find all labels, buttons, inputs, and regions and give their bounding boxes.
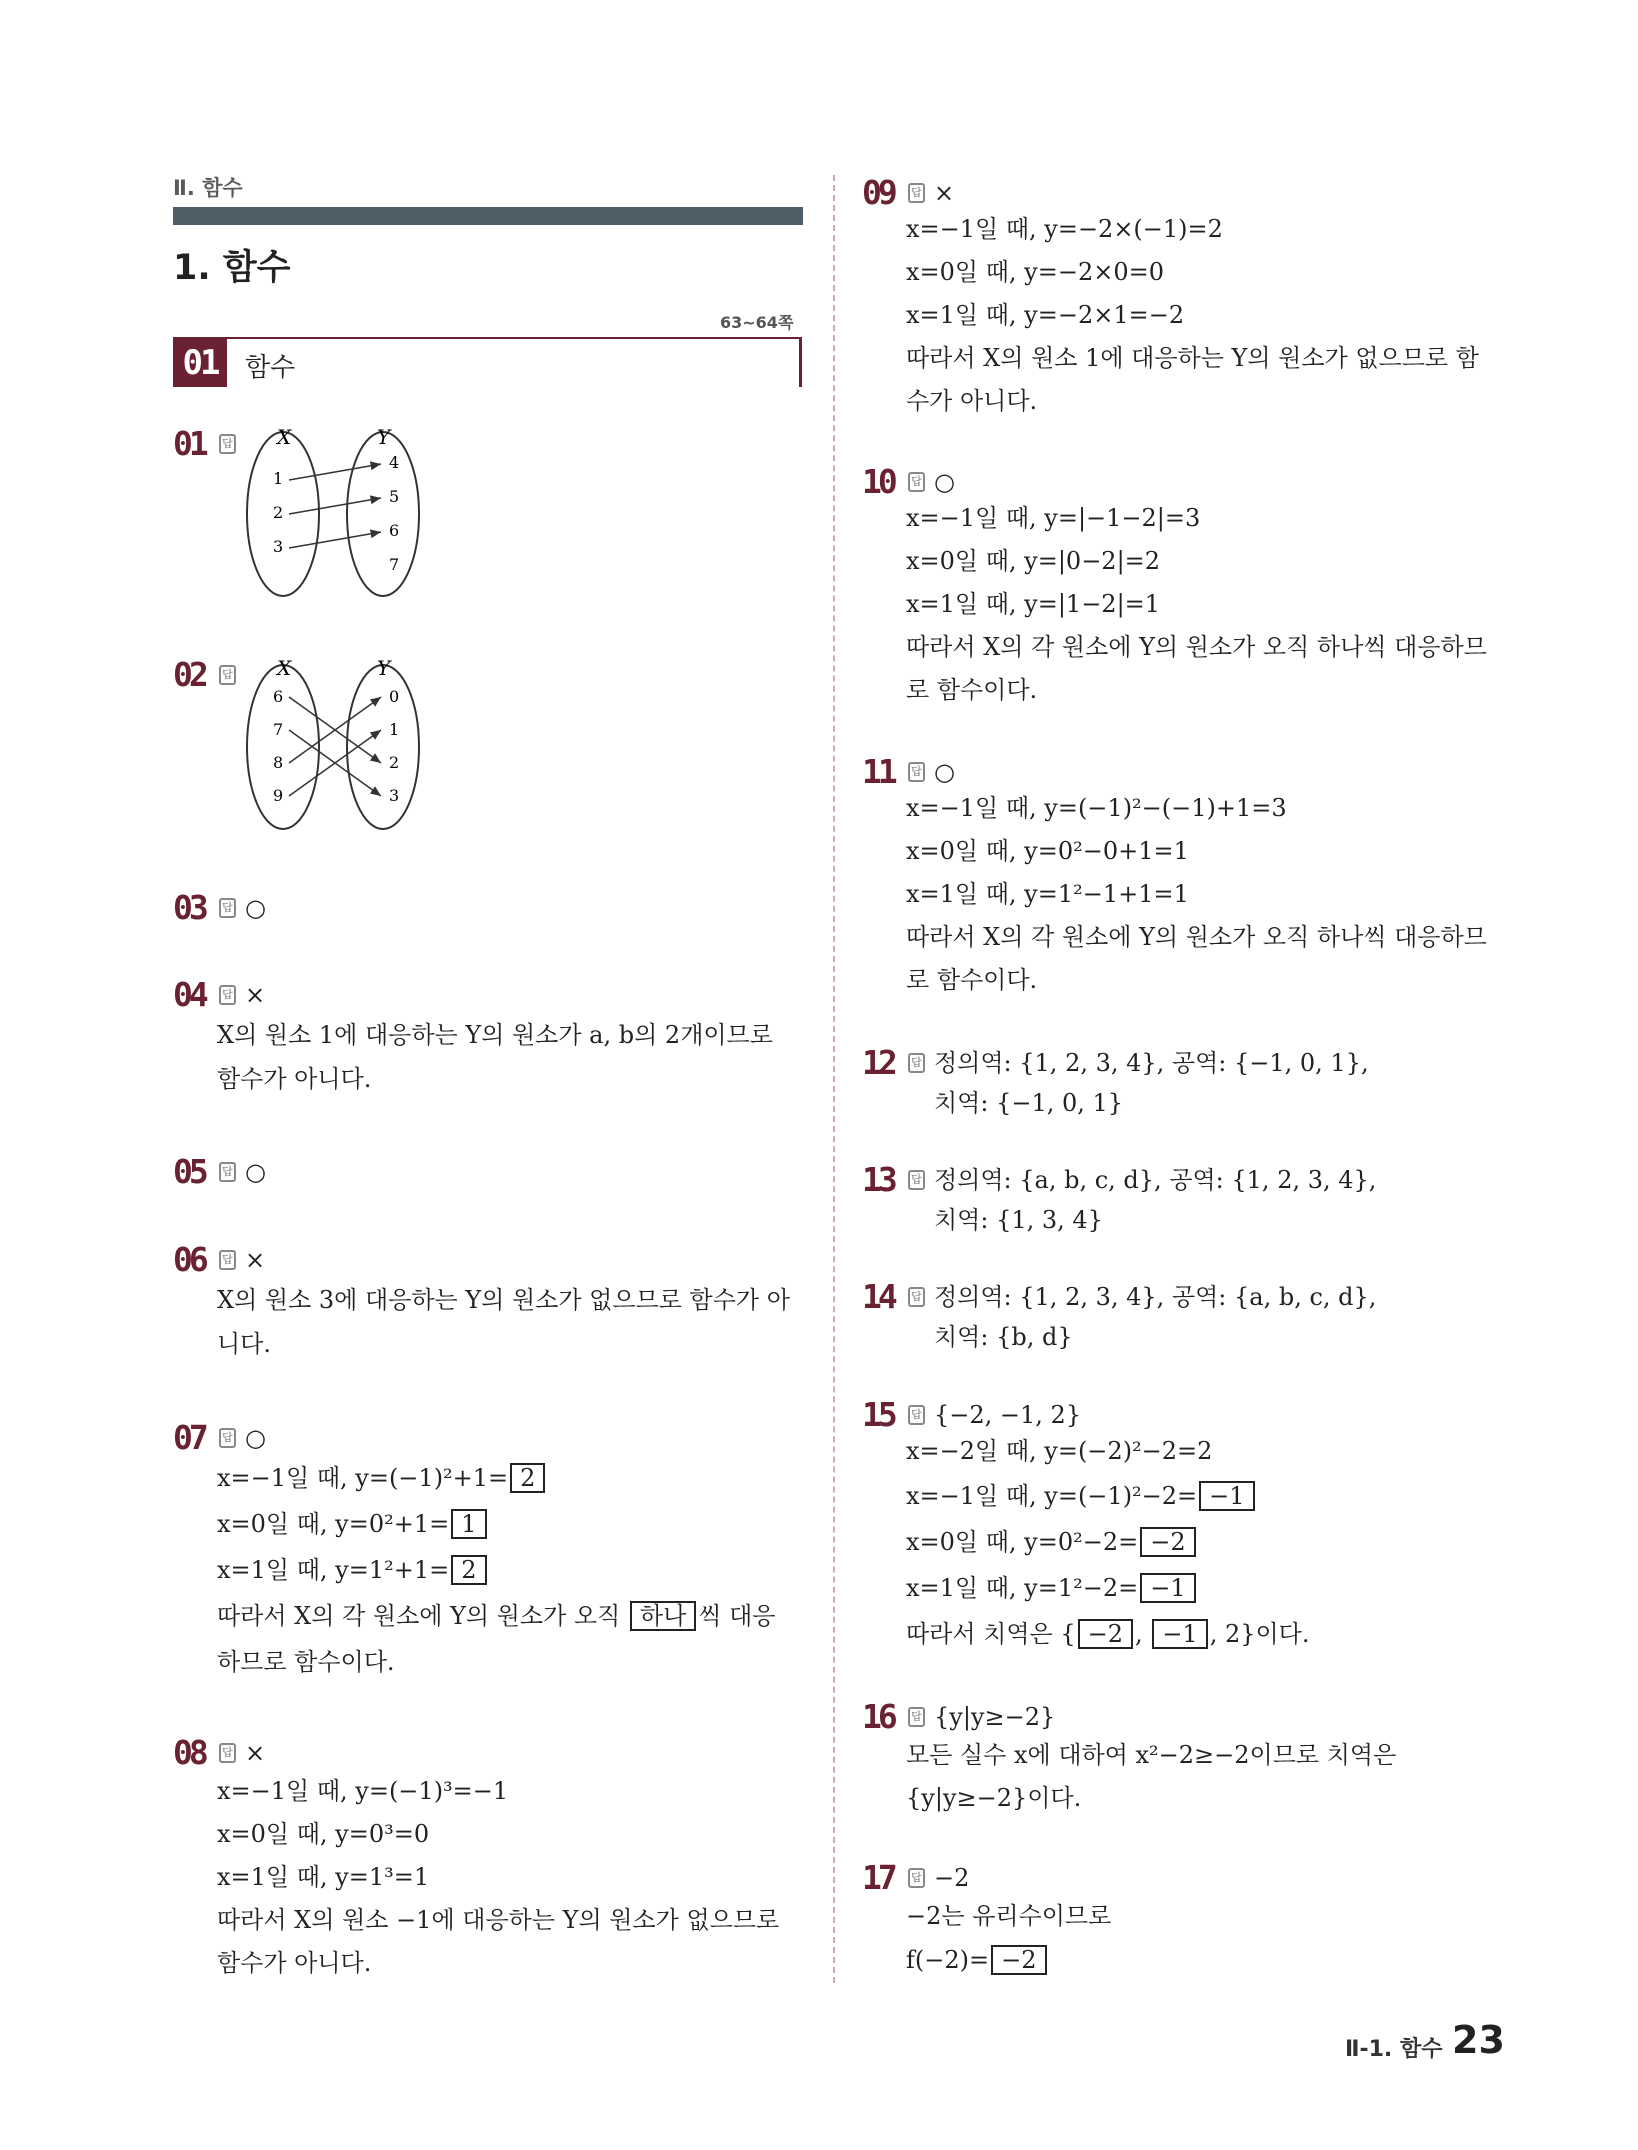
answer-icon: 답 [908,1287,925,1307]
x-elem: 9 [273,786,284,805]
solution-text: x=0일 때, y=0²+1= [217,1510,450,1538]
y-elem: 6 [389,521,400,540]
solution-line [217,1508,489,1540]
solution-line: x=1일 때, y=1³=1 [217,1863,430,1891]
answer-icon: 답 [219,1428,236,1448]
blank-box: −1 [1152,1619,1207,1649]
solution-line: 따라서 X의 원소 1에 대응하는 Y의 원소가 없으므로 함 [906,344,1479,372]
x-elem: 1 [273,469,284,488]
solution-line: 따라서 X의 각 원소에 Y의 원소가 오직 하나씩 대응하므 [906,633,1487,661]
answer-icon: 답 [219,665,236,685]
answer-icon: 답 [908,1053,925,1073]
solution-line: 하므로 함수이다. [217,1648,395,1676]
answer: 정의역: {1, 2, 3, 4}, 공역: {a, b, c, d}, [934,1283,1377,1311]
mapping-arrow [289,498,381,514]
answer: ○ [934,468,955,496]
solution-line: x=−1일 때, y=(−1)³=−1 [217,1777,509,1805]
answer-icon: 답 [908,183,925,203]
answer: ○ [934,758,955,786]
problem-number: 03 [173,888,205,927]
solution-line [906,1944,1049,1976]
solution-line: x=−2일 때, y=(−2)²−2=2 [906,1437,1213,1465]
answer-icon: 답 [908,1405,925,1425]
answer-icon: 답 [219,985,236,1005]
x-elem: 2 [273,503,284,522]
solution-text: 씩 대응 [698,1602,776,1630]
solution-line: x=1일 때, y=−2×1=−2 [906,301,1185,329]
answer: × [245,1739,266,1767]
solution-line: 로 함수이다. [906,966,1038,994]
solution-text: f(−2)= [906,1946,990,1974]
solution-line: 로 함수이다. [906,676,1038,704]
mapping-arrow [289,532,381,548]
solution-text: x=0일 때, y=0²−2= [906,1528,1139,1556]
blank-box: 2 [510,1463,545,1493]
solution-line: x=1일 때, y=1²−1+1=1 [906,880,1189,908]
answer: × [245,981,266,1009]
problem-number: 13 [862,1160,894,1199]
solution-line: 따라서 X의 원소 −1에 대응하는 Y의 원소가 없으므로 [217,1906,780,1934]
solution-line: X의 원소 3에 대응하는 Y의 원소가 없으므로 함수가 아 [217,1286,790,1314]
set-y-label: Y [377,425,391,449]
solution-line: x=1일 때, y=|1−2|=1 [906,590,1161,618]
set-x-label: X [277,425,292,449]
solution-line: 치역: {b, d} [934,1323,1073,1351]
problem-number: 17 [862,1858,894,1897]
solution-line [217,1600,775,1632]
section-label: 함수 [245,353,296,383]
solution-line: 치역: {−1, 0, 1} [934,1089,1124,1117]
solution-line: 따라서 X의 각 원소에 Y의 원소가 오직 하나씩 대응하므 [906,923,1487,951]
set-y-label: Y [377,656,391,680]
answer-icon: 답 [219,1743,236,1763]
solution-line [217,1462,547,1494]
problem-number: 10 [862,462,894,501]
y-elem: 7 [389,555,400,574]
set-y-ellipse [347,432,419,596]
answer: × [934,179,955,207]
problem-number: 15 [862,1395,894,1434]
column-divider [833,175,835,1983]
solution-line: 함수가 아니다. [217,1949,372,1977]
solution-line: x=0일 때, y=0³=0 [217,1820,430,1848]
answer-icon: 답 [908,1868,925,1888]
blank-box: −2 [1078,1619,1133,1649]
solution-line: −2는 유리수이므로 [906,1902,1112,1930]
y-elem: 1 [389,720,400,739]
solution-text: 따라서 치역은 { [906,1620,1076,1648]
y-elem: 4 [389,453,400,472]
problem-number: 09 [862,173,894,212]
section-box [173,337,802,387]
x-elem: 6 [273,687,284,706]
section-number: 01 [173,339,227,387]
solution-line: 수가 아니다. [906,387,1038,415]
problem-number: 16 [862,1697,894,1736]
problem-number: 08 [173,1733,205,1772]
solution-text: , 2}이다. [1209,1620,1310,1648]
answer-icon: 답 [908,1170,925,1190]
set-x-label: X [277,656,292,680]
solution-line [906,1618,1310,1650]
solution-line [906,1572,1198,1604]
answer: {−2, −1, 2} [934,1401,1082,1429]
solution-text: x=−1일 때, y=(−1)²+1= [217,1464,509,1492]
solution-text: x=−1일 때, y=(−1)²−2= [906,1482,1198,1510]
blank-box: −2 [1140,1527,1195,1557]
solution-line: 치역: {1, 3, 4} [934,1206,1103,1234]
answer: ○ [245,1424,266,1452]
problem-number: 01 [173,424,205,463]
chapter-title: 1. 함수 [173,248,291,288]
answer: × [245,1246,266,1274]
problem-number: 07 [173,1418,205,1457]
x-elem: 8 [273,753,284,772]
solution-line [906,1526,1198,1558]
solution-line: {y|y≥−2}이다. [906,1784,1082,1812]
y-elem: 2 [389,753,400,772]
x-elem: 3 [273,537,284,556]
solution-line [906,1480,1257,1512]
solution-line: x=−1일 때, y=−2×(−1)=2 [906,215,1223,243]
problem-number: 05 [173,1152,205,1191]
solution-line: 함수가 아니다. [217,1065,372,1093]
y-elem: 5 [389,487,400,506]
page-number: 23 [1452,2018,1505,2062]
answer: −2 [934,1864,970,1892]
section-header: Ⅱ. 함수 [173,176,243,200]
solution-line: 니다. [217,1330,271,1358]
footer-chapter: Ⅱ-1. 함수 [1345,2037,1443,2062]
problem-number: 12 [862,1043,894,1082]
solution-line: X의 원소 1에 대응하는 Y의 원소가 a, b의 2개이므로 [217,1021,773,1049]
blank-box: −1 [1199,1481,1254,1511]
solution-text: x=1일 때, y=1²+1= [217,1556,450,1584]
answer: 정의역: {a, b, c, d}, 공역: {1, 2, 3, 4}, [934,1166,1377,1194]
answer-icon: 답 [219,1250,236,1270]
header-bar [173,207,803,225]
blank-box: −1 [1140,1573,1195,1603]
y-elem: 0 [389,687,400,706]
blank-box: −2 [991,1945,1046,1975]
y-elem: 3 [389,786,400,805]
answer-icon: 답 [219,434,236,454]
solution-line: x=−1일 때, y=(−1)²−(−1)+1=3 [906,794,1287,822]
mapping-diagram-01 [243,424,423,604]
answer-icon: 답 [908,472,925,492]
mapping-diagram-02 [243,655,423,835]
solution-line: x=0일 때, y=−2×0=0 [906,258,1164,286]
solution-text: 따라서 X의 각 원소에 Y의 원소가 오직 [217,1602,628,1630]
problem-number: 11 [862,752,894,791]
answer-icon: 답 [219,898,236,918]
solution-text: x=1일 때, y=1²−2= [906,1574,1139,1602]
answer: 정의역: {1, 2, 3, 4}, 공역: {−1, 0, 1}, [934,1049,1369,1077]
page-range: 63~64쪽 [720,313,794,332]
blank-box: 1 [451,1509,486,1539]
x-elem: 7 [273,720,284,739]
solution-text: , [1135,1620,1143,1648]
answer: ○ [245,1158,266,1186]
blank-box: 2 [451,1555,486,1585]
solution-line: x=0일 때, y=0²−0+1=1 [906,837,1189,865]
problem-number: 14 [862,1277,894,1316]
solution-line [217,1554,489,1586]
answer-icon: 답 [219,1162,236,1182]
answer: {y|y≥−2} [934,1703,1056,1731]
blank-box: 하나 [630,1601,696,1631]
answer-icon: 답 [908,762,925,782]
problem-number: 04 [173,975,205,1014]
answer-icon: 답 [908,1707,925,1727]
problem-number: 06 [173,1240,205,1279]
solution-line: x=−1일 때, y=|−1−2|=3 [906,504,1201,532]
solution-line: 모든 실수 x에 대하여 x²−2≥−2이므로 치역은 [906,1741,1397,1769]
solution-line: x=0일 때, y=|0−2|=2 [906,547,1161,575]
problem-number: 02 [173,655,205,694]
mapping-arrow [289,464,381,480]
answer: ○ [245,894,266,922]
